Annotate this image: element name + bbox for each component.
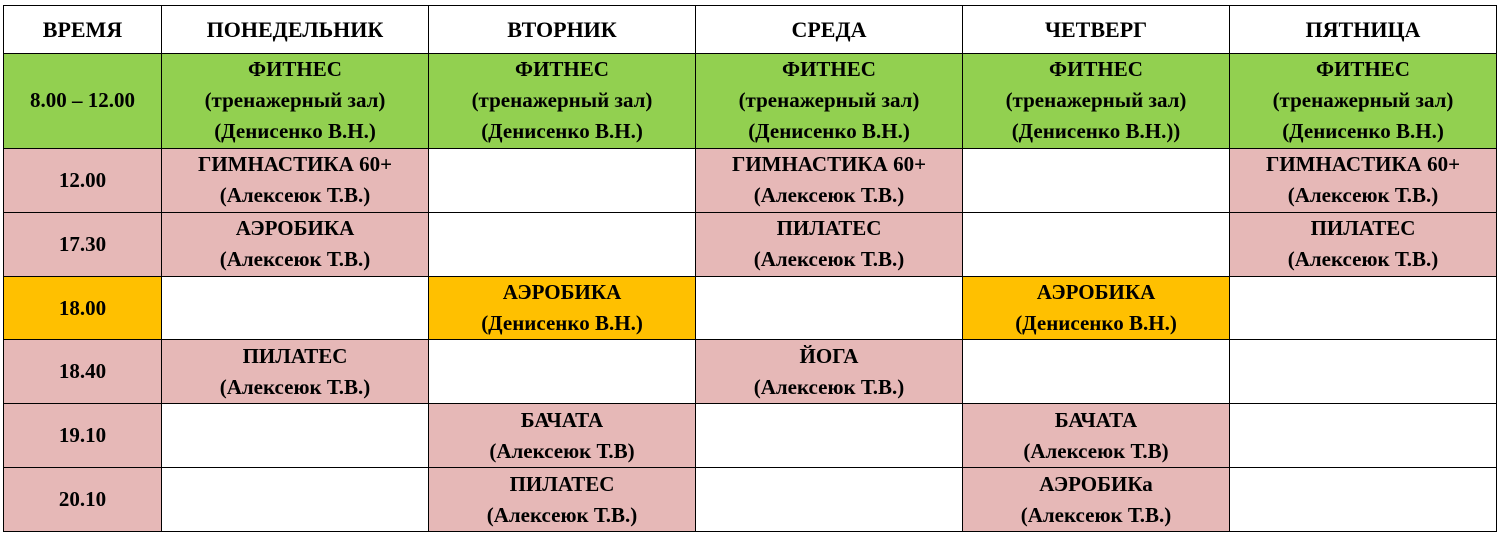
class-cell (429, 468, 696, 532)
empty-cell (696, 276, 963, 340)
class-cell (429, 53, 696, 148)
class-title: ГИМНАСТИКА 60+ (731, 152, 927, 177)
class-instructor: (Денисенко В.Н.) (748, 119, 910, 144)
table-row (4, 148, 1497, 212)
class-title: БАЧАТА (520, 407, 604, 432)
header-monday: ПОНЕДЕЛЬНИК (162, 6, 429, 54)
empty-cell (963, 212, 1230, 276)
time-cell: 17.30 (4, 212, 162, 276)
header-wednesday: СРЕДА (696, 6, 963, 54)
class-title: ГИМНАСТИКА 60+ (1265, 152, 1461, 177)
class-instructor: (Алексеюк Т.В) (1023, 438, 1169, 463)
header-tuesday: ВТОРНИК (429, 6, 696, 54)
class-location: (тренажерный зал) (471, 88, 653, 113)
empty-cell (696, 404, 963, 468)
time-cell: 19.10 (4, 404, 162, 468)
class-title: АЭРОБИКА (235, 216, 355, 241)
schedule-table (3, 5, 1497, 532)
empty-cell (429, 212, 696, 276)
class-instructor: (Денисенко В.Н.) (481, 311, 643, 335)
class-instructor: (Денисенко В.Н.) (214, 119, 376, 144)
class-cell (963, 53, 1230, 148)
class-instructor: (Алексеюк Т.В.) (753, 247, 905, 272)
class-instructor: (Алексеюк Т.В.) (219, 374, 371, 399)
class-cell (963, 468, 1230, 532)
class-location: (тренажерный зал) (204, 88, 386, 113)
class-cell (696, 212, 963, 276)
class-cell (1230, 212, 1497, 276)
class-instructor: (Алексеюк Т.В.) (219, 247, 371, 272)
class-title: АЭРОБИКА (502, 280, 622, 304)
class-instructor: (Алексеюк Т.В.) (1020, 502, 1172, 527)
class-instructor: (Алексеюк Т.В.) (219, 183, 371, 208)
class-cell (162, 212, 429, 276)
class-cell (1230, 53, 1497, 148)
table-row (4, 404, 1497, 468)
time-cell: 8.00 – 12.00 (4, 53, 162, 148)
empty-cell (162, 468, 429, 532)
class-title: ПИЛАТЕС (509, 471, 615, 496)
header-thursday: ЧЕТВЕРГ (963, 6, 1230, 54)
class-cell (429, 276, 696, 340)
class-title: ЙОГА (799, 343, 859, 368)
class-title: БАЧАТА (1054, 407, 1138, 432)
empty-cell (429, 148, 696, 212)
table-row (4, 340, 1497, 404)
header-row (4, 6, 1497, 54)
empty-cell (162, 276, 429, 340)
table-row (4, 53, 1497, 148)
class-cell (1230, 148, 1497, 212)
class-title: ФИТНЕС (782, 57, 876, 82)
class-title: АЭРОБИКА (1036, 280, 1156, 304)
empty-cell (429, 340, 696, 404)
empty-cell (162, 404, 429, 468)
class-cell (162, 148, 429, 212)
table-row (4, 468, 1497, 532)
table-row (4, 212, 1497, 276)
empty-cell (1230, 468, 1497, 532)
class-cell (429, 404, 696, 468)
class-instructor: (Алексеюк Т.В.) (753, 374, 905, 399)
empty-cell (1230, 404, 1497, 468)
empty-cell (963, 340, 1230, 404)
empty-cell (1230, 340, 1497, 404)
class-cell (162, 340, 429, 404)
class-location: (тренажерный зал) (1272, 88, 1454, 113)
time-cell: 18.00 (4, 276, 162, 340)
class-cell (963, 276, 1230, 340)
header-time: ВРЕМЯ (4, 6, 162, 54)
empty-cell (1230, 276, 1497, 340)
class-instructor: (Денисенко В.Н.) (1015, 311, 1177, 335)
empty-cell (696, 468, 963, 532)
class-instructor: (Алексеюк Т.В.) (1287, 183, 1439, 208)
empty-cell (963, 148, 1230, 212)
class-instructor: (Денисенко В.Н.) (1282, 119, 1444, 144)
class-title: АЭРОБИКа (1039, 471, 1153, 496)
class-title: ФИТНЕС (515, 57, 609, 82)
class-instructor: (Алексеюк Т.В.) (1287, 247, 1439, 272)
class-title: ФИТНЕС (248, 57, 342, 82)
time-cell: 20.10 (4, 468, 162, 532)
class-cell (696, 53, 963, 148)
time-cell: 12.00 (4, 148, 162, 212)
class-instructor: (Алексеюк Т.В) (489, 438, 635, 463)
class-cell (696, 340, 963, 404)
class-cell (963, 404, 1230, 468)
class-instructor: (Алексеюк Т.В.) (753, 183, 905, 208)
class-title: ПИЛАТЕС (776, 216, 882, 241)
time-cell: 18.40 (4, 340, 162, 404)
class-cell (162, 53, 429, 148)
class-location: (тренажерный зал) (1005, 88, 1187, 113)
header-friday: ПЯТНИЦА (1230, 6, 1497, 54)
class-title: ГИМНАСТИКА 60+ (197, 152, 393, 177)
class-title: ФИТНЕС (1049, 57, 1143, 82)
class-instructor: (Алексеюк Т.В.) (486, 502, 638, 527)
class-instructor: (Денисенко В.Н.)) (1011, 119, 1181, 144)
class-instructor: (Денисенко В.Н.) (481, 119, 643, 144)
class-location: (тренажерный зал) (738, 88, 920, 113)
class-title: ПИЛАТЕС (242, 343, 348, 368)
class-cell (696, 148, 963, 212)
table-row (4, 276, 1497, 340)
class-title: ПИЛАТЕС (1310, 216, 1416, 241)
class-title: ФИТНЕС (1316, 57, 1410, 82)
